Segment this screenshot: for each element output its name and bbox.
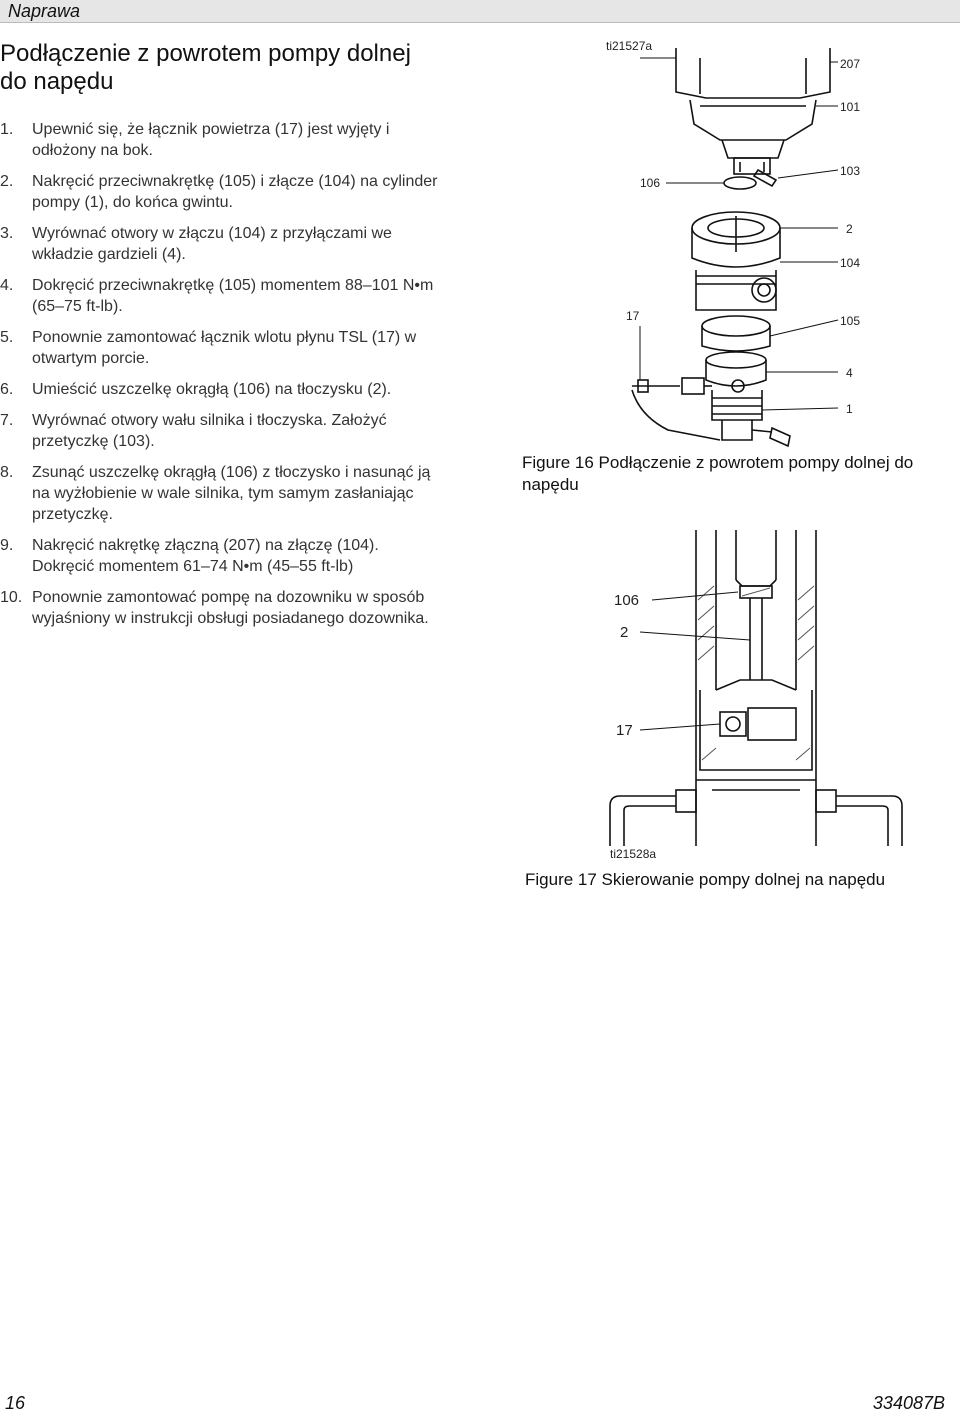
callout-4: 4 <box>846 366 853 380</box>
callout-104: 104 <box>840 256 861 270</box>
step: 5. Ponownie zamontować łącznik wlotu płynu TSL (17) w otwartym porcie. <box>0 329 417 367</box>
callout-103: 103 <box>840 164 861 178</box>
page-number: 16 <box>5 1393 26 1413</box>
air-fitting-17-drawing <box>632 378 790 446</box>
callout-101: 101 <box>840 100 861 114</box>
callout-2: 2 <box>846 222 853 236</box>
step: 2. Nakręcić przeciwnakrętkę (105) i złącze (104) na cylinder pompy (1), do końca gwintu. <box>0 173 438 211</box>
image-id-fig17: ti21528a <box>610 847 657 861</box>
image-id-fig16: ti21527a <box>606 39 653 53</box>
o-ring-106 <box>724 177 756 189</box>
step: 8. Zsunąć uszczelkę okrągłą (106) z tłoczysko i nasunąć ją na wyżłobienie w wale silnika, tym samym zasłaniając przetyczkę. <box>0 464 431 523</box>
figure-16-caption: Figure 16 Podłączenie z powrotem pompy dolnej do napędu <box>522 453 914 494</box>
jam-nut-105-drawing <box>702 316 770 351</box>
step: 4. Dokręcić przeciwnakrętkę (105) momentem 88–101 N•m (65–75 ft-lb). <box>0 277 434 315</box>
step: 7. Wyrównać otwory wału silnika i tłoczyska. Założyć przetyczkę (103). <box>0 412 387 450</box>
step: 10. Ponownie zamontować pompę na dozowniku w sposób wyjaśniony w instrukcji obsługi posiadanego dozownika. <box>0 589 429 627</box>
cross-section-drawing <box>610 530 902 846</box>
callout-106: 106 <box>640 176 661 190</box>
callout-2: 2 <box>620 624 629 641</box>
motor-shaft-drawing <box>676 48 830 174</box>
callout-105: 105 <box>840 314 861 328</box>
callout-207: 207 <box>840 57 861 71</box>
callout-106: 106 <box>614 592 640 609</box>
pump-cylinder-drawing <box>706 352 766 440</box>
figure-17-caption: Figure 17 Skierowanie pompy dolnej na napędu <box>525 870 886 889</box>
step: 6. Umieścić uszczelkę okrągłą (106) na tłoczysku (2). <box>0 381 392 398</box>
step: 9. Nakręcić nakrętkę złączną (207) na złączę (104). Dokręcić momentem 61–74 N•m (45–55 ft-lb) <box>0 537 379 575</box>
page-title: Podłączenie z powrotem pompy dolnej do napędu <box>0 40 411 95</box>
section-label: Naprawa <box>8 1 81 21</box>
document-number: 334087B <box>872 1393 945 1413</box>
connector-104-drawing <box>692 212 780 310</box>
callout-17: 17 <box>616 722 633 739</box>
callout-17: 17 <box>626 309 640 323</box>
pin-103 <box>754 170 776 186</box>
callout-1: 1 <box>846 402 853 416</box>
step: 1. Upewnić się, że łącznik powietrza (17) jest wyjęty i odłożony na bok. <box>0 121 390 159</box>
step: 3. Wyrównać otwory w złączu (104) z przyłączami we wkładzie gardzieli (4). <box>0 225 392 263</box>
